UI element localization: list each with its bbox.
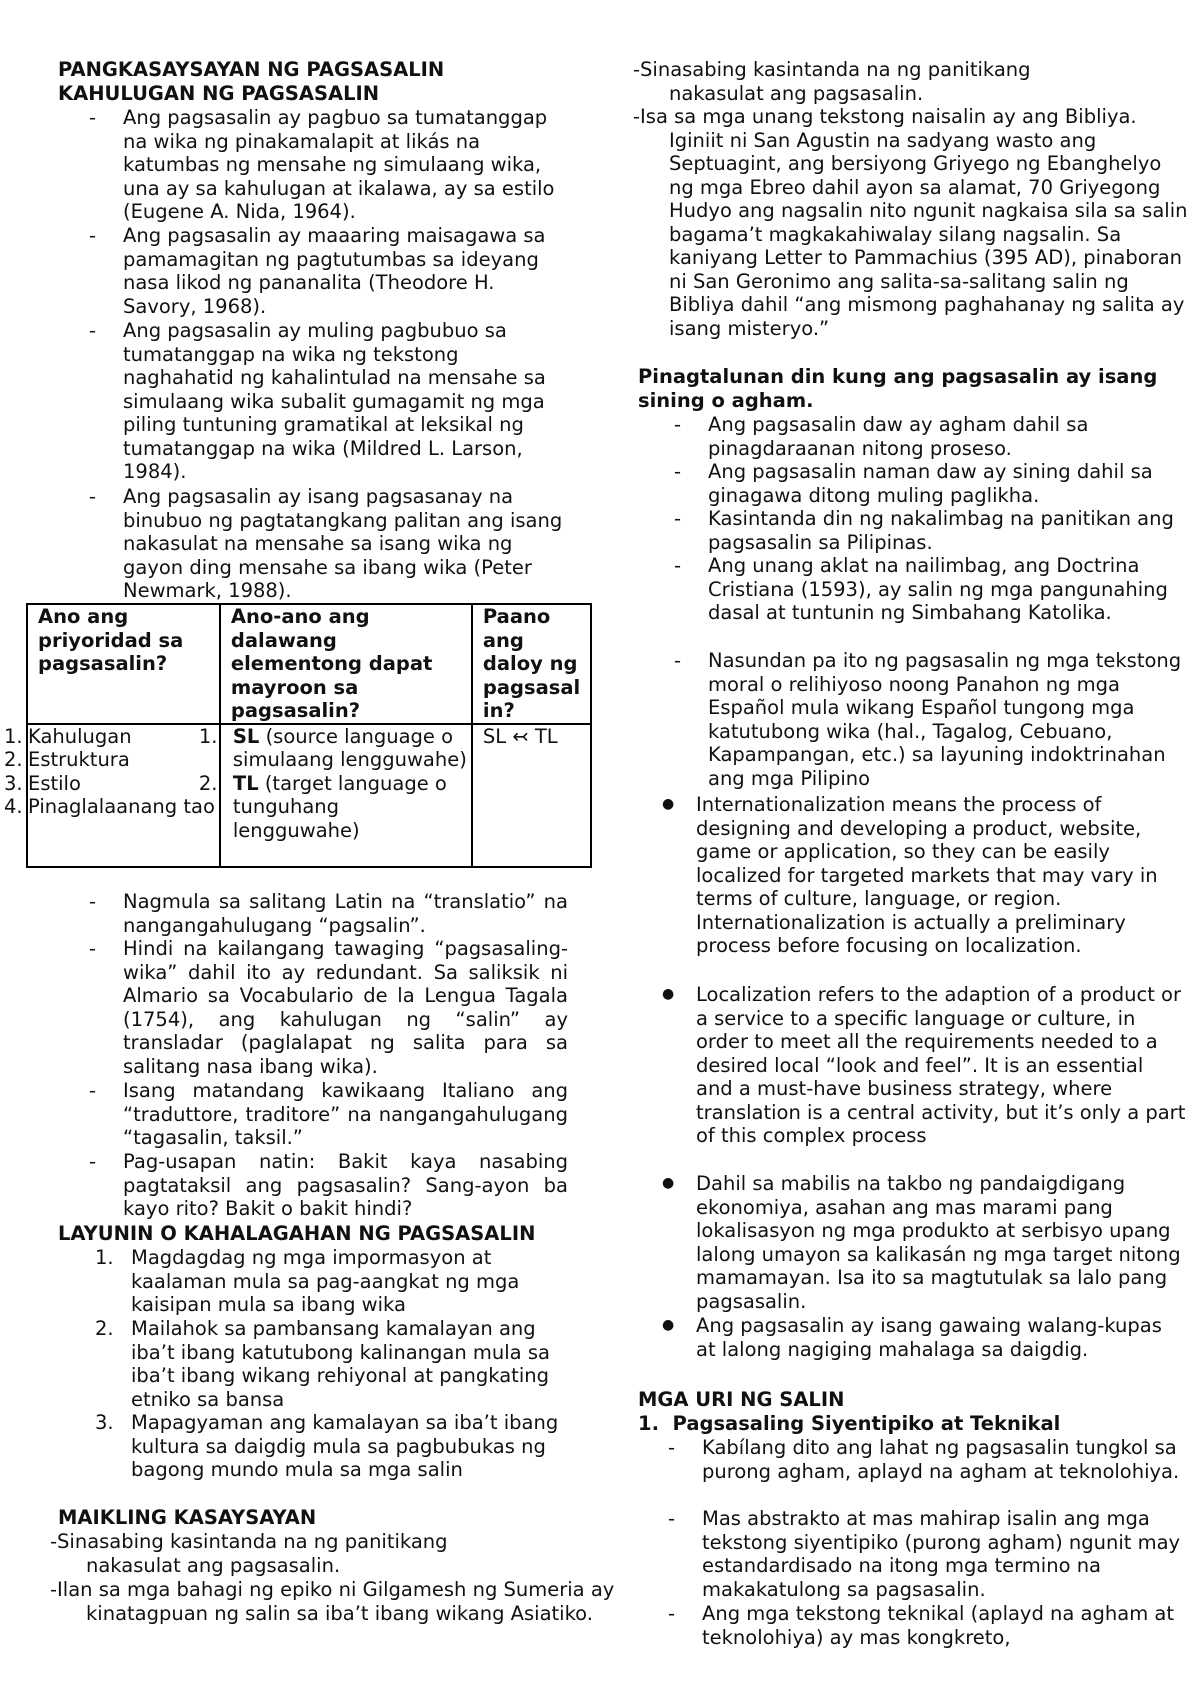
history-paragraph: -Ilan sa mga bahagi ng epiko ni Gilgamesh ng Sumeria ay kinatagpuan ng salin sa iba’t ibang wikang Asiatiko. xyxy=(50,1578,615,1625)
list-item: 3. Estilo xyxy=(4,771,81,795)
list-item: 2. Mailahok sa pambansang kamalayan ang iba’t ibang katutubong kalinangan mula sa iba’t ibang wikang rehiyonal at pangkating etniko sa bansa xyxy=(95,1317,550,1411)
list-item: - Mas abstrakto at mas mahirap isalin ang mga tekstong siyentipiko (purong agham) ngunit may estandardisado na itong mga termino na makakatulong sa pagsasalin. xyxy=(702,1507,1192,1602)
list-item: - Ang unang aklat na nailimbag, ang Doctrina Cristiana (1593), ay salin ng mga pangunahing dasal at tuntunin ng Simbahang Katolika. xyxy=(708,554,1188,649)
list-item: - Kabílang dito ang lahat ng pagsasalin tungkol sa purong agham, aplayd na agham at teknolohiya. xyxy=(702,1436,1192,1507)
heading-siyentipiko: 1. Pagsasaling Siyentipiko at Teknikal xyxy=(638,1412,1061,1435)
history-paragraph: -Isa sa mga unang tekstong naisalin ay ang Bibliya. Iginiit ni San Agustin na sadyang wasto ang Septuagint, ang bersiyong Griyego ng Ebanghelyo ng mga Ebreo dahil ayon sa alamat, 70 Griyegong Hudyo ang nagsalin nito ngunit nagkaisa sila sa salin bagama’t magkakahiwalay silang nagsalin. Sa kaniyang Letter to Pammachius (395 AD), pinaboran ni San Geronimo ang salita-sa-salitang salin ng Bibliya dahil “ang mismong paghahanay ng salita ay isang misteryo.” xyxy=(633,105,1188,340)
list-item: 1. SL (source language o simulaang lengguwahe) xyxy=(198,724,467,771)
history-paragraph: -Sinasabing kasintanda na ng panitikang nakasulat ang pagsasalin. xyxy=(633,58,1031,105)
list-item: - Hindi na kailangang tawaging “pagsasaling-wika” dahil ito ay redundant. Sa saliksik ni Almario sa Vocabulario de la Lengua Tagala (1754), ang kahulugan ng “salin” ay transladar (paglalapat ng salita para sa salitang nasa ibang wika). xyxy=(123,937,568,1079)
list-item: ● Internationalization means the process of designing and developing a product, website, game or application, so they can be easily localized for targeted markets that may vary in terms of culture, language, or region. Internationalization is actually a preliminary process before focusing on localization. xyxy=(696,793,1186,983)
art-science-list xyxy=(708,413,1188,791)
list-item: - Ang pagsasalin ay maaaring maisagawa sa pamamagitan ng pagtutumbas sa ideyang nasa likod ng pananalita (Theodore H. Savory, 1968). xyxy=(123,224,573,319)
heading-maikling-kasaysayan: MAIKLING KASAYSAYAN xyxy=(58,1506,317,1529)
goals-list xyxy=(95,1246,571,1505)
list-item: - Nagmula sa salitang Latin na “translatio” na nangangahulugang “pagsalin”. xyxy=(123,890,568,937)
heading-kahulugan: KAHULUGAN NG PAGSASALIN xyxy=(58,82,380,105)
list-item: - Ang pagsasalin ay isang pagsasanay na binubuo ng pagtatangkang palitan ang isang nakasulat na mensahe sa isang wika ng gayon ding mensahe sa ibang wika (Peter Newmark, 1988). xyxy=(123,485,573,603)
list-item: - Ang mga tekstong teknikal (aplayd na agham at teknolohiya) ay mas kongkreto, xyxy=(702,1602,1192,1649)
list-item: - Nasundan pa ito ng pagsasalin ng mga tekstong moral o relihiyoso noong Panahon ng mga Español mula wikang Español tungong mga katutubong wika (hal., Tagalog, Cebuano, Kapampangan, etc.) sa layuning indoktrinahan ang mga Pilipino xyxy=(708,649,1188,791)
list-item: - Isang matandang kawikaang Italiano ang “traduttore, traditore” na nangangahulugang “tagasalin, taksil.” xyxy=(123,1079,568,1150)
list-item: - Kasintanda din ng nakalimbag na panitikan ang pagsasalin sa Pilipinas. xyxy=(708,507,1188,554)
list-item: 3. Mapagyaman ang kamalayan sa iba’t ibang kultura sa daigdig mula sa pagbubukas ng bagong mundo mula sa mga salin xyxy=(95,1411,559,1481)
heading-layunin: LAYUNIN O KAHALAGAHAN NG PAGSASALIN xyxy=(58,1222,536,1245)
list-item: 4. Pinaglalaanang tao xyxy=(4,795,215,818)
list-item: - Ang pagsasalin ay pagbuo sa tumatanggap na wika ng pinakamalapit at likás na katumbas ng mensahe ng simulaang wika, una ay sa kahulugan at ikalawa, ay sa estilo (Eugene A. Nida, 1964). xyxy=(123,106,573,224)
table-cell-flow: SL ↢ TL xyxy=(472,724,591,867)
table-header: Paano ang daloy ng pagsasal in? xyxy=(472,604,591,724)
heading-sining-agham: Pinagtalunan din kung ang pagsasalin ay isang sining o agham. xyxy=(638,365,1158,412)
priority-table xyxy=(4,603,592,868)
list-item: ● Localization refers to the adaption of a product or a service to a specific language or culture, in order to meet all the requirements needed to a desired local “look and feel”. It is an essential and a must-have business strategy, where translation is a central activity, but it’s only a part of this complex process xyxy=(696,983,1186,1172)
table-cell-priorities xyxy=(4,724,220,867)
list-item: ● Dahil sa mabilis na takbo ng pandaigdigang ekonomiya, asahan ang mas marami pang lokalisasyon ng mga produkto at serbisyo upang lalong umayon sa kalikasán ng mga target nitong mamamayan. Isa ito sa magtutulak sa lalo pang pagsasalin. xyxy=(696,1172,1186,1314)
list-item: 2. TL (target language o tunguhang lengguwahe) xyxy=(198,771,447,842)
table-header: Ano-ano ang dalawang elementong dapat mayroon sa pagsasalin? xyxy=(220,604,472,724)
list-item: 1. Kahulugan xyxy=(4,724,132,748)
definition-list xyxy=(123,106,573,603)
list-item: ● Ang pagsasalin ay isang gawaing walang-kupas at lalong nagiging mahalaga sa daigdig. xyxy=(696,1314,1186,1385)
etymology-list xyxy=(123,890,568,1220)
scientific-list xyxy=(702,1436,1192,1649)
table-header: Ano ang priyoridad sa pagsasalin? xyxy=(27,604,220,724)
list-item: - Pag-usapan natin: Bakit kaya nasabing pagtataksil ang pagsasalin? Sang-ayon ba kayo rito? Bakit o bakit hindi? xyxy=(123,1150,568,1220)
history-paragraph: -Sinasabing kasintanda na ng panitikang nakasulat ang pagsasalin. xyxy=(50,1530,448,1577)
list-item: - Ang pagsasalin daw ay agham dahil sa pinagdaraanan nitong proseso. xyxy=(708,413,1188,460)
table-cell-elements xyxy=(198,724,472,867)
localization-list xyxy=(696,793,1186,1385)
list-item: - Ang pagsasalin ay muling pagbubuo sa tumatanggap na wika ng tekstong naghahatid ng kahalintulad na mensahe sa simulaang wika subalit gumagamit ng mga piling tuntuning gramatikal at leksikal ng tumatanggap na wika (Mildred L. Larson, 1984). xyxy=(123,319,573,485)
list-item: 1. Magdagdag ng mga impormasyon at kaalaman mula sa pag-aangkat ng mga kaisipan mula sa ibang wika xyxy=(95,1246,520,1316)
list-item: 2. Estruktura xyxy=(4,748,130,771)
list-item: - Ang pagsasalin naman daw ay sining dahil sa ginagawa ditong muling paglikha. xyxy=(708,460,1188,507)
heading-uri-ng-salin: MGA URI NG SALIN xyxy=(638,1388,845,1411)
heading-pangkasaysayan: PANGKASAYSAYAN NG PAGSASALIN xyxy=(58,58,445,81)
